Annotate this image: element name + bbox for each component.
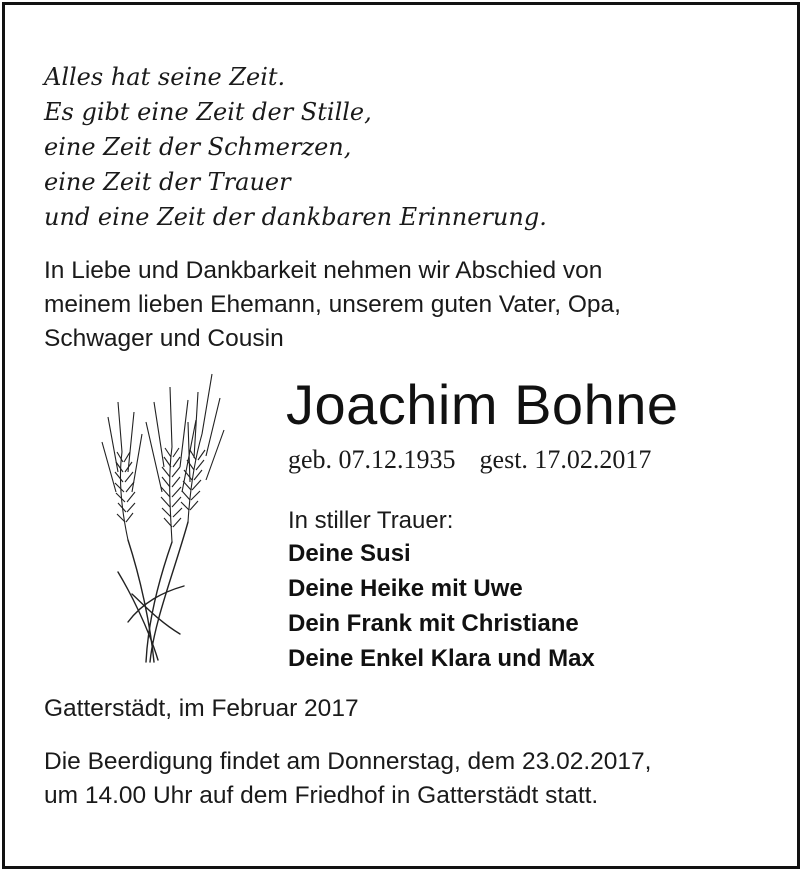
death-date: gest. 17.02.2017 [479,445,652,474]
poem [44,60,547,235]
mourner-name: Deine Enkel Klara und Max [288,645,595,672]
poem-line: Es gibt eine Zeit der Stille, [44,98,372,126]
funeral-line: um 14.00 Uhr auf dem Friedhof in Gatterstädt statt. [44,782,599,809]
mourners-list [288,536,595,676]
place-and-date: Gatterstädt, im Februar 2017 [44,695,359,722]
wheat-ears-icon [88,372,228,664]
intro-line: meinem lieben Ehemann, unserem guten Vater, Opa, [44,291,621,318]
funeral-info [44,745,651,813]
poem-line: und eine Zeit der dankbaren Erinnerung. [44,203,547,231]
intro-line: Schwager und Cousin [44,325,284,352]
funeral-line: Die Beerdigung findet am Donnerstag, dem 23.02.2017, [44,748,652,775]
life-dates [288,444,651,476]
poem-line: eine Zeit der Schmerzen, [44,133,352,161]
mourning-label: In stiller Trauer: [288,507,454,534]
mourner-name: Dein Frank mit Christiane [288,610,579,637]
poem-line: eine Zeit der Trauer [44,168,291,196]
deceased-name: Joachim Bohne [286,373,679,436]
intro-line: In Liebe und Dankbarkeit nehmen wir Abschied von [44,257,603,284]
birth-date: geb. 07.12.1935 [288,445,456,474]
mourner-name: Deine Susi [288,540,411,567]
mourner-name: Deine Heike mit Uwe [288,575,523,602]
intro-text [44,254,621,356]
poem-line: Alles hat seine Zeit. [44,63,286,91]
